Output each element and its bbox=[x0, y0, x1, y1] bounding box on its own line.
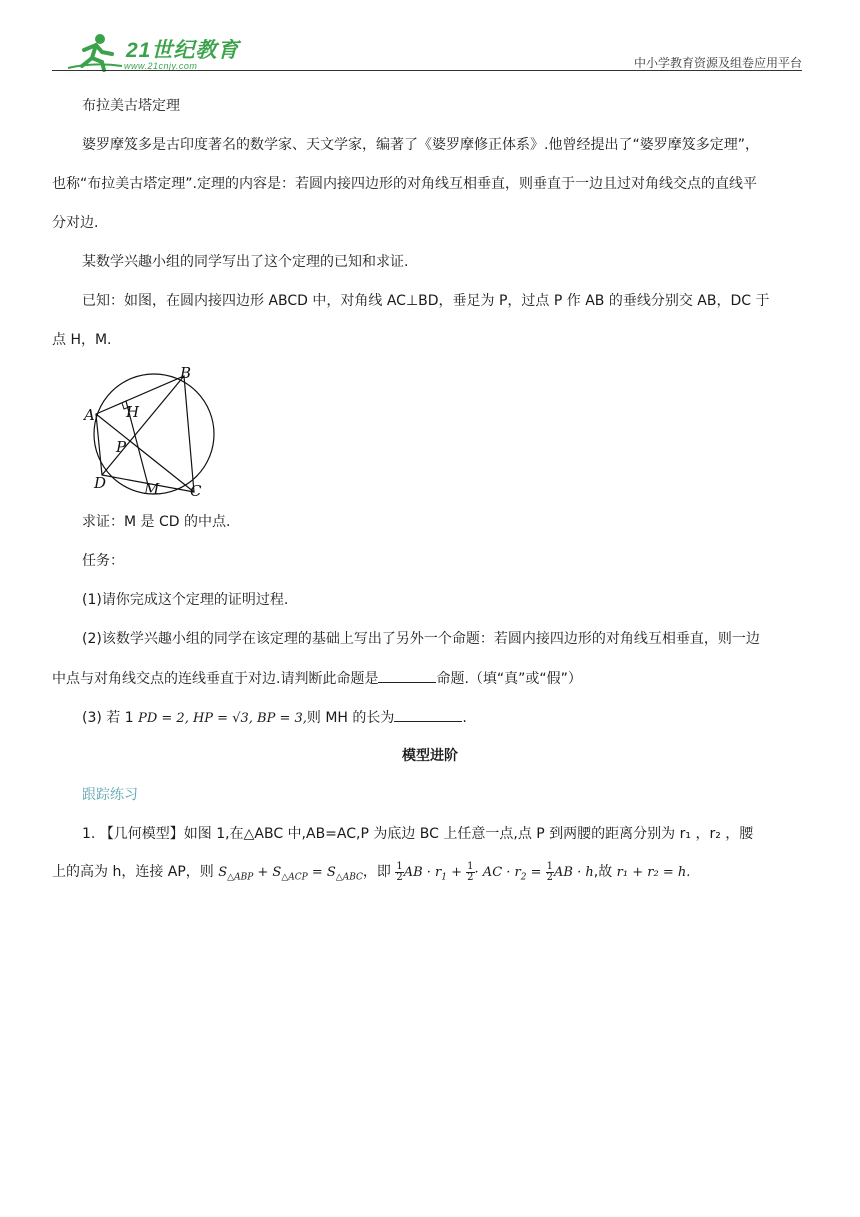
header-divider bbox=[52, 70, 802, 71]
given-line-2: 点 H，M. bbox=[52, 332, 112, 348]
length-equation: $\frac{1}{2}$ AB · $r_1$ + $\frac{1}{2}$ · AC · $r_2$ = $\frac{1}{2}$ AB · h bbox=[396, 861, 594, 883]
given-line-1: 已知：如图，在圆内接四边形 ABCD 中，对角线 AC⊥BD，垂足为 P，过点 P 作 AB 的垂线分别交 AB，DC 于 bbox=[82, 293, 770, 309]
label-b: B bbox=[180, 364, 192, 382]
geometry-diagram bbox=[82, 362, 222, 504]
exercise-1-line-1: 1. 【几何模型】如图 1,在△ABC 中,AB=AC,P 为底边 BC 上任意一点,点 P 到两腰的距离分别为 r₁ ，r₂ ，腰 bbox=[82, 826, 754, 842]
prove-statement: 求证：M 是 CD 的中点. bbox=[82, 514, 231, 530]
question-2-line-1: (2)该数学兴趣小组的同学在该定理的基础上写出了另外一个命题：若圆内接四边形的对角线互相垂直，则一边 bbox=[82, 631, 760, 647]
question-3-end: . bbox=[462, 710, 467, 726]
question-3-math: PD = 2, HP = √3, BP = 3, bbox=[138, 711, 307, 726]
runner-logo-icon bbox=[64, 32, 124, 72]
label-c: C bbox=[190, 482, 202, 500]
site-logo bbox=[64, 32, 264, 72]
question-3-prefix: (3) 若 1 bbox=[82, 710, 134, 726]
theorem-title: 布拉美古塔定理 bbox=[82, 98, 180, 114]
exercise-1-text: 上的高为 h，连接 AP，则 bbox=[52, 864, 214, 880]
label-p: P bbox=[116, 438, 127, 456]
paragraph-1-line-3: 分对边. bbox=[52, 215, 99, 231]
answer-blank-3 bbox=[394, 707, 462, 722]
question-2-suffix: 命题.（填“真”或“假”） bbox=[436, 671, 582, 687]
exercise-1-mid: ，即 bbox=[362, 864, 391, 880]
paragraph-2: 某数学兴趣小组的同学写出了这个定理的已知和求证. bbox=[82, 254, 409, 270]
question-1: (1)请你完成这个定理的证明过程. bbox=[82, 592, 289, 608]
platform-name: 中小学教育资源及组卷应用平台 bbox=[633, 56, 802, 70]
label-h: H bbox=[126, 403, 140, 421]
paragraph-1-line-1: 婆罗摩笈多是古印度著名的数学家、天文学家，编著了《婆罗摩修正体系》.他曾经提出了“婆罗摩笈多定理”， bbox=[82, 137, 759, 153]
label-m: M bbox=[144, 480, 160, 498]
subsection-title: 跟踪练习 bbox=[82, 787, 138, 803]
circumcircle bbox=[94, 374, 214, 494]
question-2-line-2 bbox=[52, 668, 808, 689]
diagonal-bd bbox=[102, 376, 184, 475]
question-2-text: 中点与对角线交点的连线垂直于对边.请判断此命题是 bbox=[52, 671, 379, 687]
exercise-1-post: ,故 bbox=[593, 864, 613, 880]
task-heading: 任务： bbox=[82, 553, 124, 569]
conclusion-equation: r₁ + r₂ = h. bbox=[616, 865, 691, 880]
question-3-text: 则 MH 的长为 bbox=[306, 710, 395, 726]
exercise-1-line-2 bbox=[52, 862, 808, 888]
label-a: A bbox=[84, 406, 95, 424]
question-3 bbox=[82, 707, 838, 729]
page-header bbox=[52, 28, 802, 72]
label-d: D bbox=[94, 474, 107, 492]
paragraph-1-line-2: 也称“布拉美古塔定理”.定理的内容是：若圆内接四边形的对角线互相垂直，则垂直于一边且过对角线交点的直线平 bbox=[52, 176, 757, 192]
logo-text: 21世纪教育 bbox=[126, 39, 240, 62]
logo-url: www.21cnjy.com bbox=[124, 61, 198, 71]
answer-blank-2 bbox=[378, 668, 436, 683]
section-title: 模型进阶 bbox=[402, 748, 458, 764]
area-equation: $S_{\triangle ABP} + S_{\triangle ACP} = S_{\triangle ABC}$ bbox=[218, 865, 363, 883]
